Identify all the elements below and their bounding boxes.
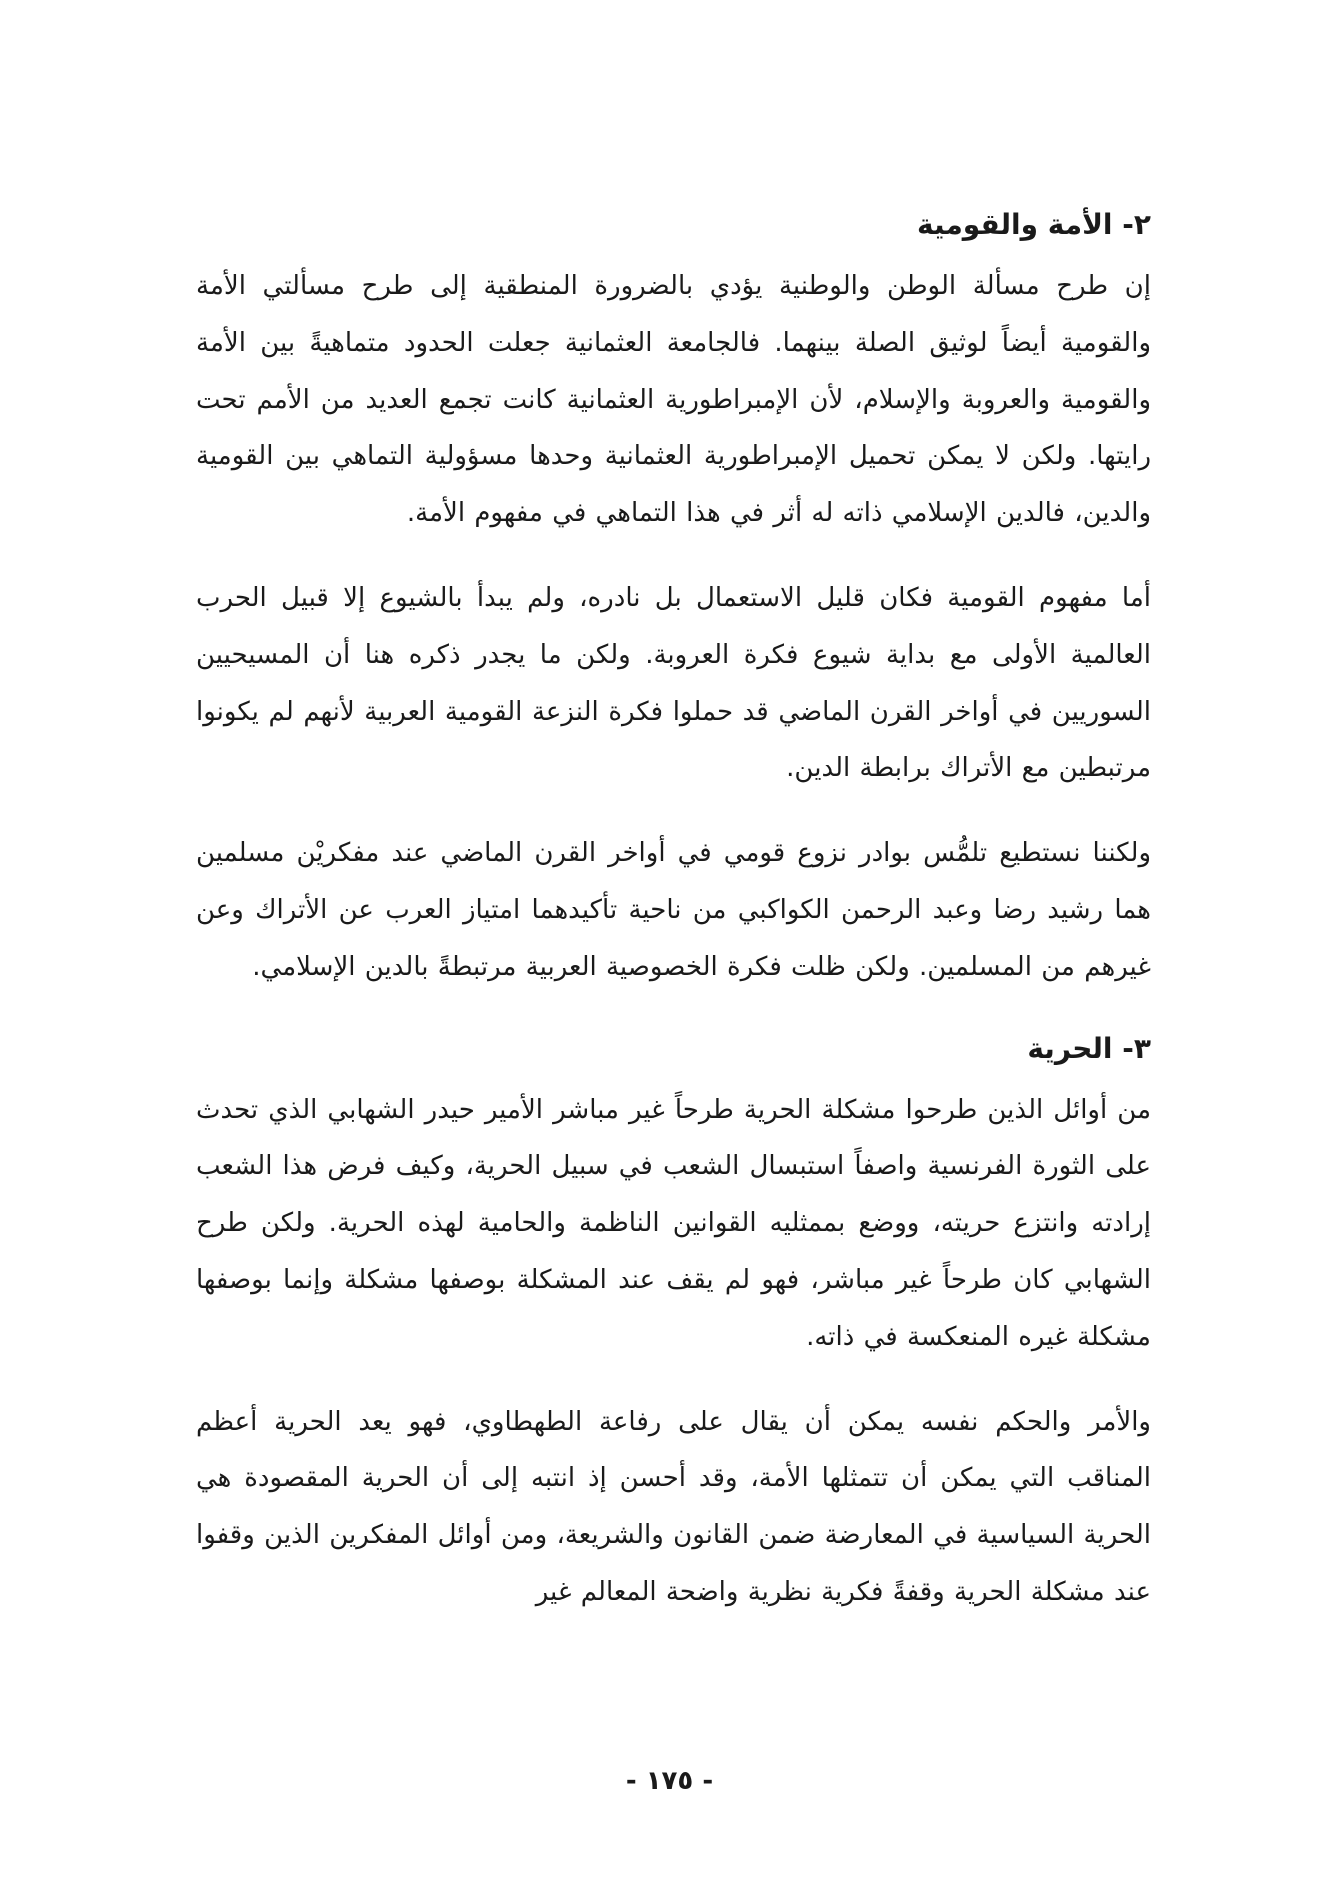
section-heading-freedom: ٣- الحرية (1027, 1031, 1151, 1065)
section-heading-nation-nationalism: ٢- الأمة والقومية (917, 208, 1151, 241)
paragraph: أما مفهوم القومية فكان قليل الاستعمال بل نادره، ولم يبدأ بالشيوع إلا قبيل الحرب العالمية الأولى مع بداية شيوع فكرة العروبة. ولكن ما يجدر ذكره هنا أن المسيحيين السوريين في أواخر القرن الماضي قد حملوا فكرة النزعة القومية العربية لأنهم لم يكونوا مرتبطين مع الأتراك برابطة الدين. (196, 582, 1151, 784)
paragraph: إن طرح مسألة الوطن والوطنية يؤدي بالضرورة المنطقية إلى طرح مسألتي الأمة والقومية أيضاً لوثيق الصلة بينهما. فالجامعة العثمانية جعلت الحدود متماهيةً بين الأمة والقومية والعروبة والإسلام، لأن الإمبراطورية العثمانية كانت تجمع العديد من الأمم تحت رايتها. ولكن لا يمكن تحميل الإمبراطورية العثمانية وحدها مسؤولية التماهي بين القومية والدين، فالدين الإسلامي ذاته له أثر في هذا التماهي في مفهوم الأمة. (196, 271, 1151, 529)
paragraph: والأمر والحكم نفسه يمكن أن يقال على رفاعة الطهطاوي، فهو يعد الحرية أعظم المناقب التي يمكن أن تتمثلها الأمة، وقد أحسن إذ انتبه إلى أن الحرية المقصودة هي الحرية السياسية في المعارضة ضمن القانون والشريعة، ومن أوائل المفكرين الذين وقفوا عند مشكلة الحرية وقفةً فكرية نظرية واضحة المعالم غير (196, 1406, 1151, 1607)
page-number: - ١٧٥ - (625, 1766, 714, 1796)
paragraph: ولكننا نستطيع تلمُّس بوادر نزوع قومي في أواخر القرن الماضي عند مفكريْن مسلمين هما رشيد رضا وعبد الرحمن الكواكبي من ناحية تأكيدهما امتياز العرب عن الأتراك وعن غيرهم من المسلمين. ولكن ظلت فكرة الخصوصية العربية مرتبطةً بالدين الإسلامي. (196, 838, 1151, 982)
paragraph: من أوائل الذين طرحوا مشكلة الحرية طرحاً غير مباشر الأمير حيدر الشهابي الذي تحدث على الثورة الفرنسية واصفاً استبسال الشعب في سبيل الحرية، وكيف فرض هذا الشعب إرادته وانتزع حريته، ووضع بممثليه القوانين الناظمة والحامية لهذه الحرية. ولكن طرح الشهابي كان طرحاً غير مباشر، فهو لم يقف عند المشكلة بوصفها مشكلة وإنما بوصفها مشكلة غيره المنعكسة في ذاته. (196, 1094, 1151, 1352)
page-body (196, 200, 1151, 1649)
